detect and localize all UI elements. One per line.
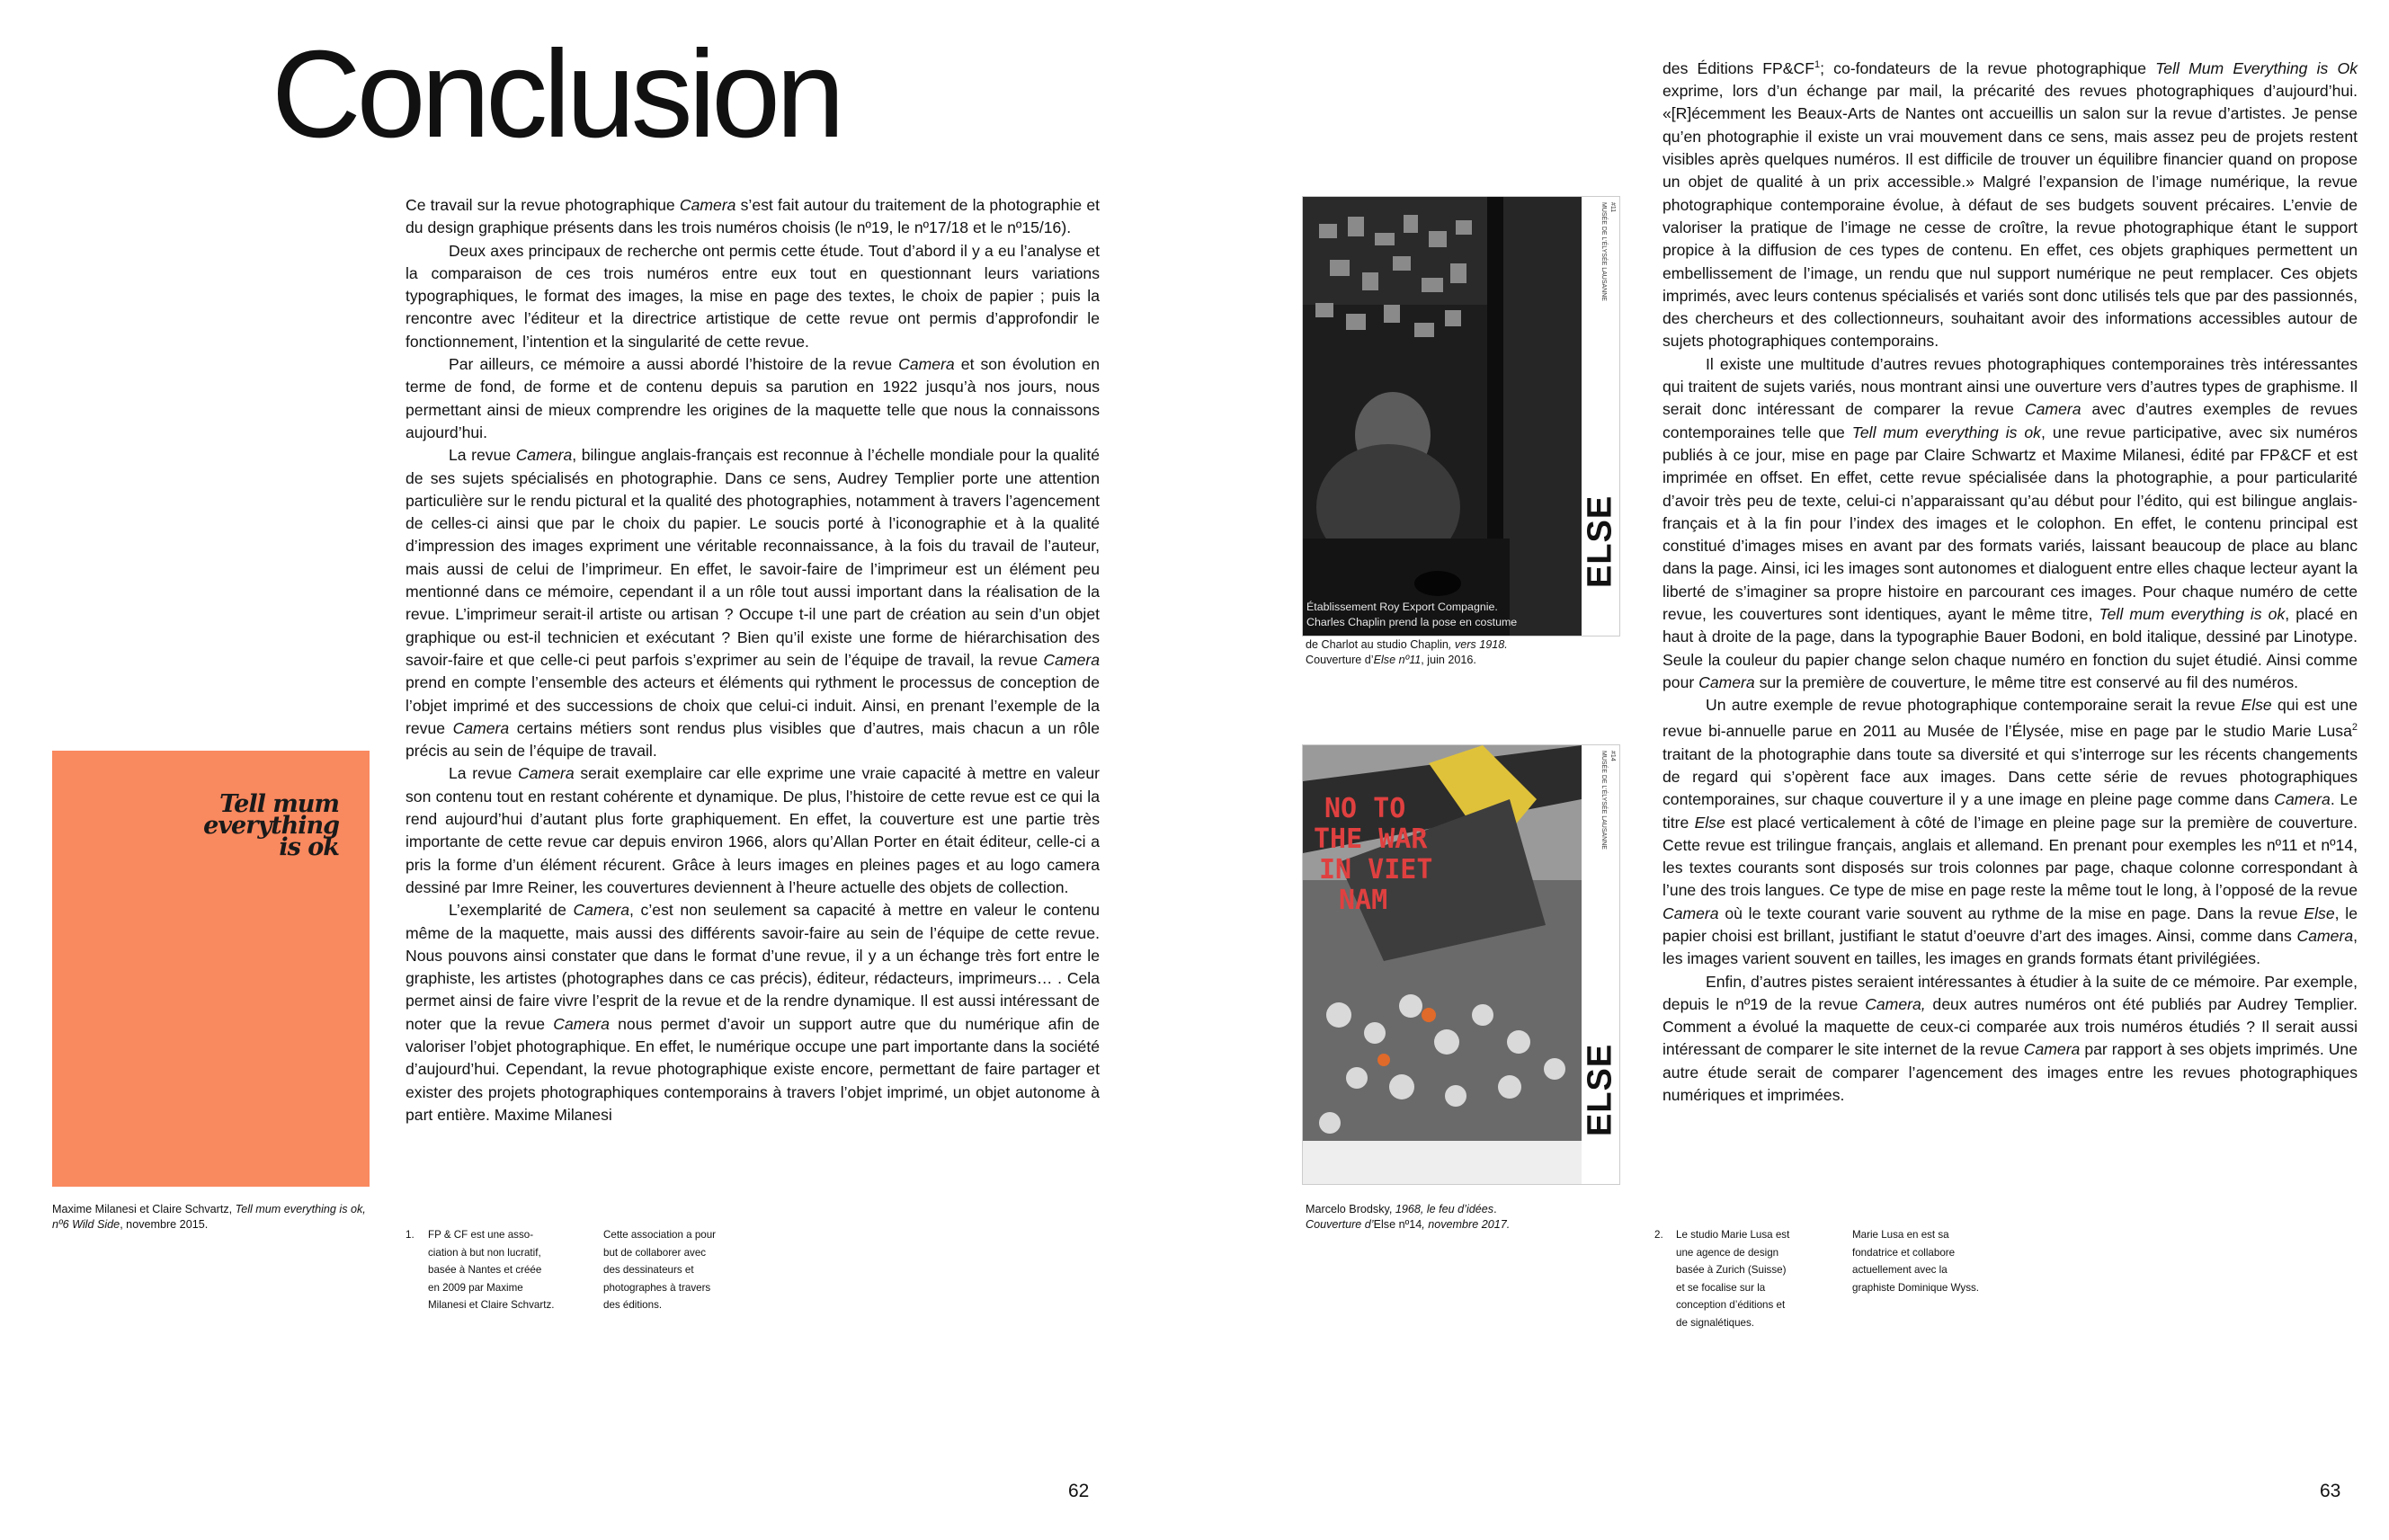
svg-text:THE WAR: THE WAR (1314, 823, 1428, 855)
issue-number: #14 (1609, 751, 1616, 761)
footnote-line: une agence de design (1676, 1246, 1779, 1259)
page-title: Conclusion (272, 25, 841, 164)
footnote-line: des dessinateurs et (603, 1264, 694, 1276)
footnote-line: Milanesi et Claire Schvartz. (428, 1299, 555, 1311)
photo-overlay-text: Établissement Roy Export Compagnie. (1306, 601, 1498, 613)
body-text-left (406, 194, 1100, 1126)
paragraph: Par ailleurs, ce mémoire a aussi abordé l’histoire de la revue Camera et son évolution en terme de fond, de forme et de contenu depuis sa parution en 1922 jusqu’à nos jours, nous permettant ainsi de mieux comprendre les origines de la maquette telle que nous la connaissons aujourd’hui. (406, 355, 1100, 441)
svg-text:IN VIET: IN VIET (1319, 854, 1433, 886)
paragraph: L’exemplarité de Camera, c’est non seulement sa capacité à mettre en valeur le contenu même de la maquette, mais aussi des différents savoir-faire au sein de l’équipe de cette revue. Nous pouvons ainsi constater que dans le format d’une revue, il y a un échange très fort entre le graphiste, les artistes (photographes dans ce cas précis), éditeur, rédacteurs, imprimeurs… . Cela permet ainsi de faire vivre l’esprit de la revue et de la rendre dynamique. Il est aussi intéressant de noter que la revue Camera nous permet d’avoir un support autre que du numérique afin de valoriser l’objet photographique. En effet, le numérique occupe une part importante dans la société d’aujourd’hui. Cependant, la revue photographique existe encore, permettant de faire partager et exister des projets photographiques contemporains à travers l’objet imprimé, un objet autonome à part entière. Maxime Milanesi (406, 901, 1100, 1124)
else-spine (1582, 745, 1619, 1184)
footnote-line: conception d’éditions et (1676, 1299, 1786, 1311)
svg-text:NAM: NAM (1339, 885, 1388, 916)
svg-text:NO TO: NO TO (1324, 793, 1406, 824)
spine-text: MUSÉE DE L’ÉLYSÉE LAUSANNE (1600, 202, 1607, 301)
footnote-line: de signalétiques. (1676, 1316, 1755, 1329)
paragraph: Il existe une multitude d’autres revues photographiques contemporaines très intéressantes qui traitent de sujets variés, nous montrant ainsi une ouverture vers d’autres types de graphisme. Il serait donc intéressant de comparer la revue Camera avec d’autres exemples de revues contemporaines telle que Tell mum everything is ok, une revue participative, avec six numéros publiés à ce jour, mise en page par Claire Schwartz et Maxime Milanesi, édité par FP&CF et est imprimée en offset. En effet, cette revue spécialisée dans la photographie, a pour particularité d’avoir très peu de texte, celui-ci n’apparaissant qu’au début pour l’édito, qui est bilingue anglais-français et à la fin pour l’index des images et le colophon. En effet, le contenu principal est constitué d’images mises en avant par des formats variés, laissant beaucoup de place au blanc dans la page. Ainsi, ici les images sont autonomes et dialoguent entre elles chaque lecteur ayant la liberté de s’imaginer sa propre histoire en parcourant ces images. Pour chaque numéro de cette revue, les couvertures sont identiques, ayant le même titre, Tell mum everything is ok, placé en haut à droite de la page, dans la typographie Bauer Bodoni, en bold italique, dessiné par Linotype. Seule la couleur du papier change selon chaque numéro en fonction du sujet étudié. Ainsi comme pour Camera sur la première de couverture, le même titre est conservé au fil des numéros. (1662, 354, 2358, 691)
footnote-line: des éditions. (603, 1299, 663, 1311)
footnote-line: et se focalise sur la (1676, 1281, 1766, 1294)
footnote-line: but de collaborer avec (603, 1246, 707, 1259)
footnote-line: Cette association a pour (603, 1229, 717, 1241)
footnote-line: FP & CF est une asso- (428, 1229, 534, 1241)
caption-else-14: Marcelo Brodsky, 1968, le feu d’idées. Couverture d’Else nº14, novembre 2017. (1306, 1203, 1511, 1231)
else-logo: ELSE (1581, 494, 1619, 588)
footnote-number: 2. (1654, 1229, 1663, 1241)
paragraph: Enfin, d’autres pistes seraient intéressantes à étudier à la suite de ce mémoire. Par exemple, depuis le nº19 de la revue Camera, deux autres numéros ont été publiés par Audrey Templier. Comment a évolué la maquette de ceux-ci comparée aux trois numéros étudiés ? Il serait aussi intéressant de comparer le site internet de la revue Camera par rapport à ses objets imprimés. Une autre étude serait de comparer l’agencement des images entre les revues photographiques numériques et imprimées. (1662, 972, 2358, 1105)
paragraph: La revue Camera, bilingue anglais-français est reconnue à l’échelle mondiale pour la qualité de ses sujets spécialisés en photographie. Dans ce sens, Audrey Templier porte une attention particulière sur le rendu pictural et la qualité des photographies, notamment à travers l’agencement de celles-ci ainsi que par le choix du papier. Le soucis porté à l’iconographie et à la qualité d’impression des images expriment une véritable reconnaissance, à la fois du travail de l’auteur, mais aussi de celui de l’imprimeur. En effet, le savoir-faire de l’imprimeur est un élément peu mentionné dans ce mémoire, cependant il a un rôle tout aussi important dans la réalisation de la revue. L’imprimeur serait-il artiste ou artisan ? Occupe t-il une part de création au sein d’un objet graphique ou est-il technicien et exécutant ? Bien qu’il existe une forme de hiérarchisation des savoir-faire et que celle-ci peut parfois s’exprimer au sein de l’équipe de travail, la revue Camera prend en compte l’ensemble des acteurs et éléments qui rythment le processus de conception de l’objet imprimé et des successions de choix que celui-ci induit. Ainsi, en prenant l’exemple de la revue Camera certains métiers sont rendus plus visibles que d’autres, mais chacun a un rôle précis au sein de l’équipe de travail. (406, 446, 1100, 761)
paragraph: Ce travail sur la revue photographique Camera s’est fait autour du traitement de la photographie et du design graphique présents dans les trois numéros choisis (le nº19, le nº17/18 et le nº15/16). (406, 196, 1100, 237)
cover-else-14 (1302, 744, 1620, 1185)
page-number-right: 63 (2320, 1481, 2341, 1501)
caption-tell-mum: Maxime Milanesi et Claire Schvartz, Tell mum everything is ok, nº6 Wild Side, novembre 2015. (52, 1203, 366, 1231)
else-spine (1582, 197, 1619, 636)
footnote-line: Le studio Marie Lusa est (1676, 1229, 1790, 1241)
footnote-line: basée à Nantes et créée (428, 1264, 542, 1276)
page-number-left: 62 (1068, 1481, 1090, 1501)
protest-photo (1303, 745, 1582, 1184)
photo-overlay-text: Charles Chaplin prend la pose en costume (1306, 616, 1518, 628)
body-text-right (1662, 54, 2358, 1107)
cover-title: Tell mum everything is ok (203, 790, 339, 861)
footnote-number: 1. (406, 1229, 415, 1241)
footnote-text (428, 1226, 608, 1314)
footnote-line: graphiste Dominique Wyss. (1852, 1281, 1980, 1294)
footnote-line: fondatrice et collabore (1852, 1246, 1956, 1259)
paragraph: des Éditions $FP\&CF^1$; co-fondateurs de la revue photographique Tell Mum Everything is Ok exprime, lors d’un échange par mail, la précarité des revues photographiques d’aujourd’hui. «[R]écemment les Beaux-Arts de Nantes ont accueillis un salon sur la revue d’artistes. Je pense qu’en photographie il existe un vrai mouvement dans ce sens, mais assez peu de projets restent visibles après quelques numéros. Il est difficile de trouver un équilibre financier quand on propose un objet de qualité à un prix accessible.» Malgré l’expansion de l’image numérique, la revue photographique contemporaine évolue, à défaut de ses budgets souvent précaires. L’envie de valoriser la pratique de l’image ne cesse de croître, la revue photographique étant le support propice à la diffusion de ces types de contenu. En effet, ces objets graphiques permettent un embellissement de l’image, un rendu que nul support numérique ne peut remplacer. Ces objets imprimés, avec leurs contenus spécialisés et variés sont donc utilisés tels que par des passionnés, des chercheurs et des collectionneurs, souhaitant avoir des informations accessibles autour de sujets photographiques contemporains. (1662, 58, 2358, 351)
footnote-text (1852, 1226, 2032, 1296)
paragraph: Deux axes principaux de recherche ont permis cette étude. Tout d’abord il y a eu l’analyse et la comparaison de ces trois numéros entre eux tout en questionnant leurs variations typographiques, le format des images, la mise en page des textes, le choix de papier ; puis la rencontre avec l’éditeur et la directrice artistique de cette revue ont permis d’approfondir le fonctionnement, l’intention et la singularité de cette revue. (406, 241, 1100, 351)
paragraph: La revue Camera serait exemplaire car elle exprime une vraie capacité à mettre en valeur son contenu tout en restant cohérente et dynamique. De plus, l’histoire de cette revue est ce qui la rend aujourd’hui d’autant plus forte graphiquement. En effet, la couverture est une partie très importante de cette revue car depuis environ 1966, alors qu’Allan Porter en était éditeur, celle-ci a pris la forme d’un élément récurent. Grâce à leurs images en pleines pages et au logo camera dessiné par Imre Reiner, les couvertures deviennent à l’heure actuelle des objets de collection. (406, 764, 1100, 896)
footnote-text (1676, 1226, 1856, 1331)
issue-number: #11 (1609, 202, 1616, 213)
footnote-line: actuellement avec la (1852, 1264, 1948, 1276)
cover-tell-mum (52, 751, 370, 1187)
else-logo: ELSE (1581, 1043, 1619, 1136)
footnote-line: basée à Zurich (Suisse) (1676, 1264, 1787, 1276)
cover-else-11 (1302, 196, 1620, 636)
paragraph: Un autre exemple de revue photographique contemporaine serait la revue Else qui est une revue bi-annuelle parue en 2011 au Musée de l’Élysée, mise en page par le studio Marie Lusa$^2$ traitant de la photographie dans toute sa diversité et qui s’interroge sur les récents changements de regard qui s’opèrent face aux images. Dans cette série de revues photographiques contemporaines, sur chaque couverture il y a une image en pleine page comme dans Camera. Le titre Else est placé verticalement à côté de l’image en pleine page sur la première de couverture. Cette revue est trilingue français, anglais et allemand. En prenant pour exemples les nº11 et nº14, les textes courants sont disposés sur trois colonnes par page, chaque colonne correspondant à l’une des trois langues. Ce type de mise en page reste la même tout le long, à l’opposé de la revue Camera où le texte courant varie souvent au rythme de la mise en page. Dans la revue Else, le papier choisi est brillant, justifiant le statut d’oeuvre d’art des images. Ainsi, comme dans Camera, les images varient souvent en tailles, les images en grands formats étant privilégiées. (1662, 696, 2358, 968)
footnote-line: ciation à but non lucratif, (428, 1246, 541, 1259)
footnote-text (603, 1226, 783, 1314)
chaplin-photo (1303, 197, 1582, 636)
caption-else-11: de Charlot au studio Chaplin, vers 1918. Couverture d’Else nº11, juin 2016. (1306, 638, 1508, 666)
footnote-line: en 2009 par Maxime (428, 1281, 523, 1294)
footnote-line: Marie Lusa en est sa (1852, 1229, 1949, 1241)
spine-text: MUSÉE DE L’ÉLYSÉE LAUSANNE (1600, 751, 1607, 850)
footnote-line: photographes à travers (603, 1281, 711, 1294)
